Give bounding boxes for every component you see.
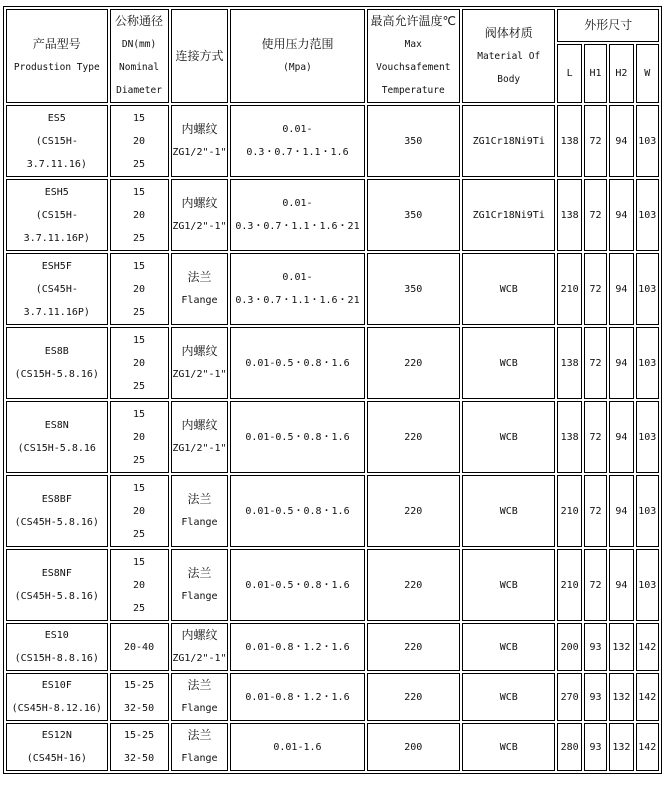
pressure-cell: 0.01-0.5・0.8・1.6: [230, 549, 364, 621]
model-cell: ESH5 (CS15H- 3.7.11.16P): [6, 179, 108, 251]
pressure-cell: 0.01-0.5・0.8・1.6: [230, 401, 364, 473]
dn-cell: 15 20 25: [110, 401, 169, 473]
material-cell: WCB: [462, 327, 555, 399]
header-connection: 连接方式: [171, 9, 229, 103]
pressure-cell: 0.01-0.8・1.2・1.6: [230, 623, 364, 671]
pressure-cell: 0.01-1.6: [230, 723, 364, 771]
dn-cell: 15 20 25: [110, 179, 169, 251]
header-dim-h2: H2: [609, 44, 633, 103]
dim-h1-cell: 72: [584, 105, 607, 177]
dim-h2-cell: 94: [609, 401, 633, 473]
dim-l-cell: 280: [557, 723, 581, 771]
table-row: [6, 401, 659, 473]
table-row: [6, 475, 659, 547]
connection-cell: 法兰 Flange: [171, 673, 229, 721]
header-dim-l: L: [557, 44, 581, 103]
temperature-cell: 200: [367, 723, 460, 771]
model-cell: ES8NF (CS45H-5.8.16): [6, 549, 108, 621]
dim-l-cell: 210: [557, 253, 581, 325]
dim-w-cell: 103: [636, 179, 659, 251]
connection-cell: 内螺纹 ZG1/2"-1": [171, 179, 229, 251]
dim-w-cell: 103: [636, 549, 659, 621]
temperature-cell: 220: [367, 673, 460, 721]
table-row: [6, 105, 659, 177]
dim-h2-cell: 94: [609, 253, 633, 325]
dn-cell: 15 20 25: [110, 253, 169, 325]
dim-h2-cell: 132: [609, 623, 633, 671]
dim-w-cell: 142: [636, 673, 659, 721]
pressure-cell: 0.01- 0.3・0.7・1.1・1.6: [230, 105, 364, 177]
table-row: [6, 549, 659, 621]
temperature-cell: 220: [367, 549, 460, 621]
dn-cell: 15-25 32-50: [110, 673, 169, 721]
dn-cell: 15 20 25: [110, 549, 169, 621]
table-row: [6, 623, 659, 671]
dn-cell: 20-40: [110, 623, 169, 671]
pressure-cell: 0.01-0.5・0.8・1.6: [230, 475, 364, 547]
model-cell: ES8BF (CS45H-5.8.16): [6, 475, 108, 547]
dim-w-cell: 103: [636, 475, 659, 547]
dim-h2-cell: 132: [609, 723, 633, 771]
dim-w-cell: 103: [636, 327, 659, 399]
header-dn: 公称通径 DN(mm) Nominal Diameter: [110, 9, 169, 103]
material-cell: ZG1Cr18Ni9Ti: [462, 179, 555, 251]
dim-h2-cell: 94: [609, 475, 633, 547]
dn-cell: 15 20 25: [110, 475, 169, 547]
dim-h1-cell: 93: [584, 673, 607, 721]
material-cell: WCB: [462, 401, 555, 473]
table-row: [6, 253, 659, 325]
temperature-cell: 220: [367, 401, 460, 473]
material-cell: ZG1Cr18Ni9Ti: [462, 105, 555, 177]
model-cell: ES10 (CS15H-8.8.16): [6, 623, 108, 671]
dim-h1-cell: 72: [584, 401, 607, 473]
material-cell: WCB: [462, 253, 555, 325]
dim-h2-cell: 94: [609, 105, 633, 177]
dim-h1-cell: 72: [584, 549, 607, 621]
dim-h2-cell: 94: [609, 549, 633, 621]
model-cell: ES12N (CS45H-16): [6, 723, 108, 771]
material-cell: WCB: [462, 623, 555, 671]
dn-cell: 15-25 32-50: [110, 723, 169, 771]
dim-h2-cell: 132: [609, 673, 633, 721]
model-cell: ES8B (CS15H-5.8.16): [6, 327, 108, 399]
temperature-cell: 350: [367, 179, 460, 251]
connection-cell: 内螺纹 ZG1/2"-1": [171, 105, 229, 177]
header-material: 阀体材质 Material Of Body: [462, 9, 555, 103]
pressure-cell: 0.01-0.8・1.2・1.6: [230, 673, 364, 721]
dim-h2-cell: 94: [609, 179, 633, 251]
table-row: [6, 673, 659, 721]
header-dim-w: W: [636, 44, 659, 103]
pressure-cell: 0.01- 0.3・0.7・1.1・1.6・21: [230, 179, 364, 251]
dim-h2-cell: 94: [609, 327, 633, 399]
temperature-cell: 220: [367, 475, 460, 547]
table-row: [6, 179, 659, 251]
connection-cell: 法兰 Flange: [171, 549, 229, 621]
model-cell: ES10F (CS45H-8.12.16): [6, 673, 108, 721]
pressure-cell: 0.01- 0.3・0.7・1.1・1.6・21: [230, 253, 364, 325]
dim-w-cell: 103: [636, 253, 659, 325]
temperature-cell: 350: [367, 253, 460, 325]
dim-h1-cell: 93: [584, 623, 607, 671]
material-cell: WCB: [462, 475, 555, 547]
dim-l-cell: 138: [557, 105, 581, 177]
dim-w-cell: 103: [636, 105, 659, 177]
connection-cell: 法兰 Flange: [171, 723, 229, 771]
dim-l-cell: 210: [557, 549, 581, 621]
model-cell: ESH5F (CS45H- 3.7.11.16P): [6, 253, 108, 325]
dim-h1-cell: 72: [584, 253, 607, 325]
dim-l-cell: 138: [557, 401, 581, 473]
material-cell: WCB: [462, 549, 555, 621]
dim-h1-cell: 72: [584, 327, 607, 399]
dim-w-cell: 142: [636, 723, 659, 771]
connection-cell: 内螺纹 ZG1/2"-1": [171, 327, 229, 399]
header-temperature: 最高允许温度℃ Max Vouchsafement Temperature: [367, 9, 460, 103]
temperature-cell: 220: [367, 327, 460, 399]
dim-h1-cell: 72: [584, 475, 607, 547]
table-row: [6, 327, 659, 399]
dn-cell: 15 20 25: [110, 105, 169, 177]
dim-l-cell: 270: [557, 673, 581, 721]
header-pressure: 使用压力范围 (Mpa): [230, 9, 364, 103]
dim-l-cell: 210: [557, 475, 581, 547]
header-dim-h1: H1: [584, 44, 607, 103]
dn-cell: 15 20 25: [110, 327, 169, 399]
spec-table: [3, 6, 662, 774]
material-cell: WCB: [462, 723, 555, 771]
dim-l-cell: 200: [557, 623, 581, 671]
connection-cell: 法兰 Flange: [171, 475, 229, 547]
temperature-cell: 350: [367, 105, 460, 177]
dim-w-cell: 103: [636, 401, 659, 473]
dim-l-cell: 138: [557, 179, 581, 251]
dim-l-cell: 138: [557, 327, 581, 399]
material-cell: WCB: [462, 673, 555, 721]
model-cell: ES8N (CS15H-5.8.16: [6, 401, 108, 473]
connection-cell: 法兰 Flange: [171, 253, 229, 325]
connection-cell: 内螺纹 ZG1/2"-1": [171, 401, 229, 473]
dim-h1-cell: 72: [584, 179, 607, 251]
header-model: 产品型号 Produstion Type: [6, 9, 108, 103]
header-dimensions: 外形尺寸: [557, 9, 659, 42]
model-cell: ES5 (CS15H- 3.7.11.16): [6, 105, 108, 177]
pressure-cell: 0.01-0.5・0.8・1.6: [230, 327, 364, 399]
connection-cell: 内螺纹 ZG1/2"-1": [171, 623, 229, 671]
table-row: [6, 723, 659, 771]
dim-w-cell: 142: [636, 623, 659, 671]
temperature-cell: 220: [367, 623, 460, 671]
dim-h1-cell: 93: [584, 723, 607, 771]
